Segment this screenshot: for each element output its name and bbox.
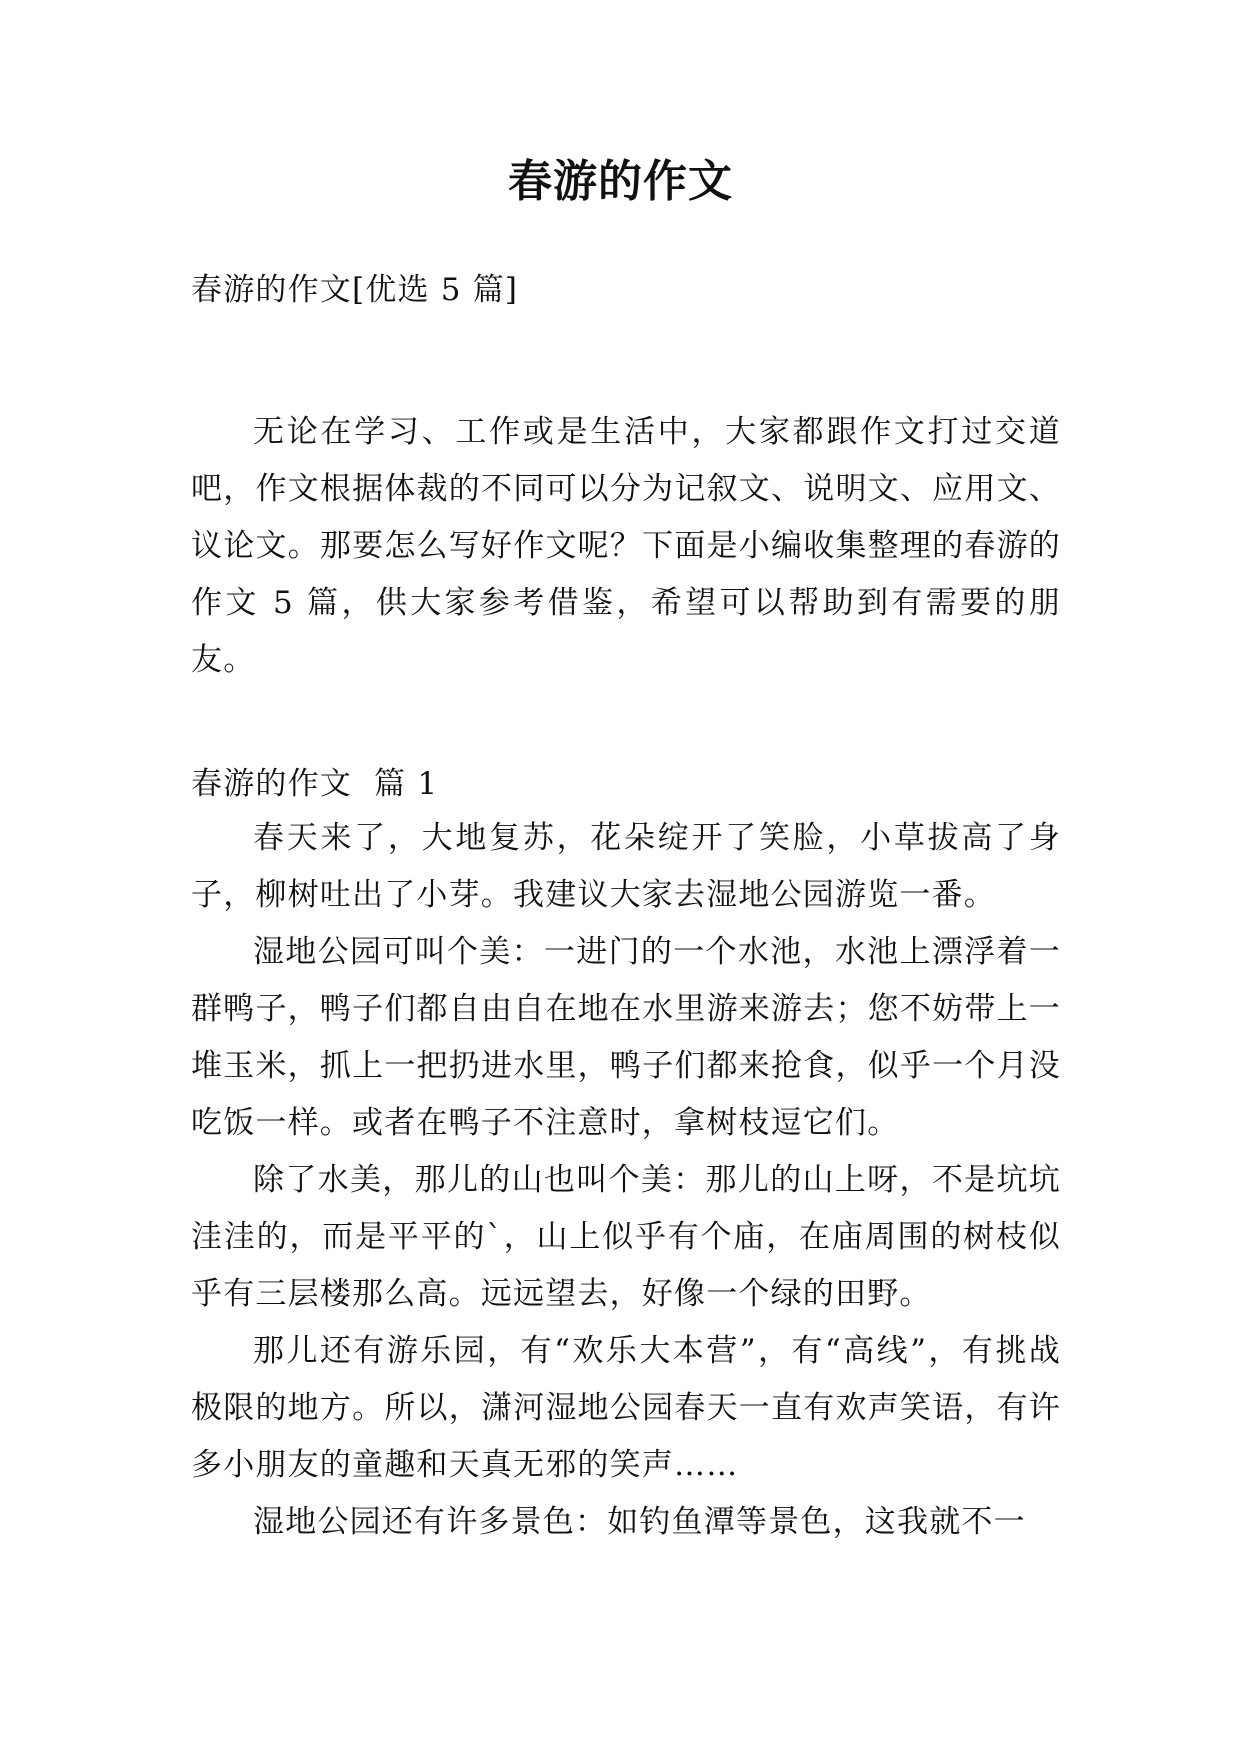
document-subtitle: 春游的作文[优选 5 篇] [191,272,519,308]
intro-section [191,404,1061,689]
paragraph-3: 除了水美，那儿的山也叫个美：那儿的山上呀，不是坑坑洼洼的，而是平平的`，山上似乎有个庙，在庙周围的树枝似乎有三层楼那么高。远远望去，好像一个绿的田野。 [191,1162,1061,1312]
intro-paragraph: 无论在学习、工作或是生活中，大家都跟作文打过交道吧，作文根据体裁的不同可以分为记叙文、说明文、应用文、议论文。那要怎么写好作文呢？下面是小编收集整理的春游的作文 5 篇，供大家参考借鉴，希望可以帮助到有需要的朋友。 [191,414,1061,678]
section-heading: 春游的作文 篇 1 [191,766,439,802]
paragraph-2: 湿地公园可叫个美：一进门的一个水池，水池上漂浮着一群鸭子，鸭子们都自由自在地在水里游来游去；您不妨带上一堆玉米，抓上一把扔进水里，鸭子们都来抢食，似乎一个月没吃饭一样。或者在鸭子不注意时，拿树枝逗它们。 [191,934,1061,1141]
paragraph-4: 那儿还有游乐园，有“欢乐大本营”，有“高线”，有挑战极限的地方。所以，潇河湿地公园春天一直有欢声笑语，有许多小朋友的童趣和天真无邪的笑声…… [191,1333,1061,1483]
paragraph-5: 湿地公园还有许多景色：如钓鱼潭等景色，这我就不一 [253,1504,1026,1540]
paragraph-1: 春天来了，大地复苏，花朵绽开了笑脸，小草拔高了身子，柳树吐出了小芽。我建议大家去湿地公园游览一番。 [191,820,1061,913]
section-body [191,810,1061,1551]
document-title: 春游的作文 [508,156,733,207]
